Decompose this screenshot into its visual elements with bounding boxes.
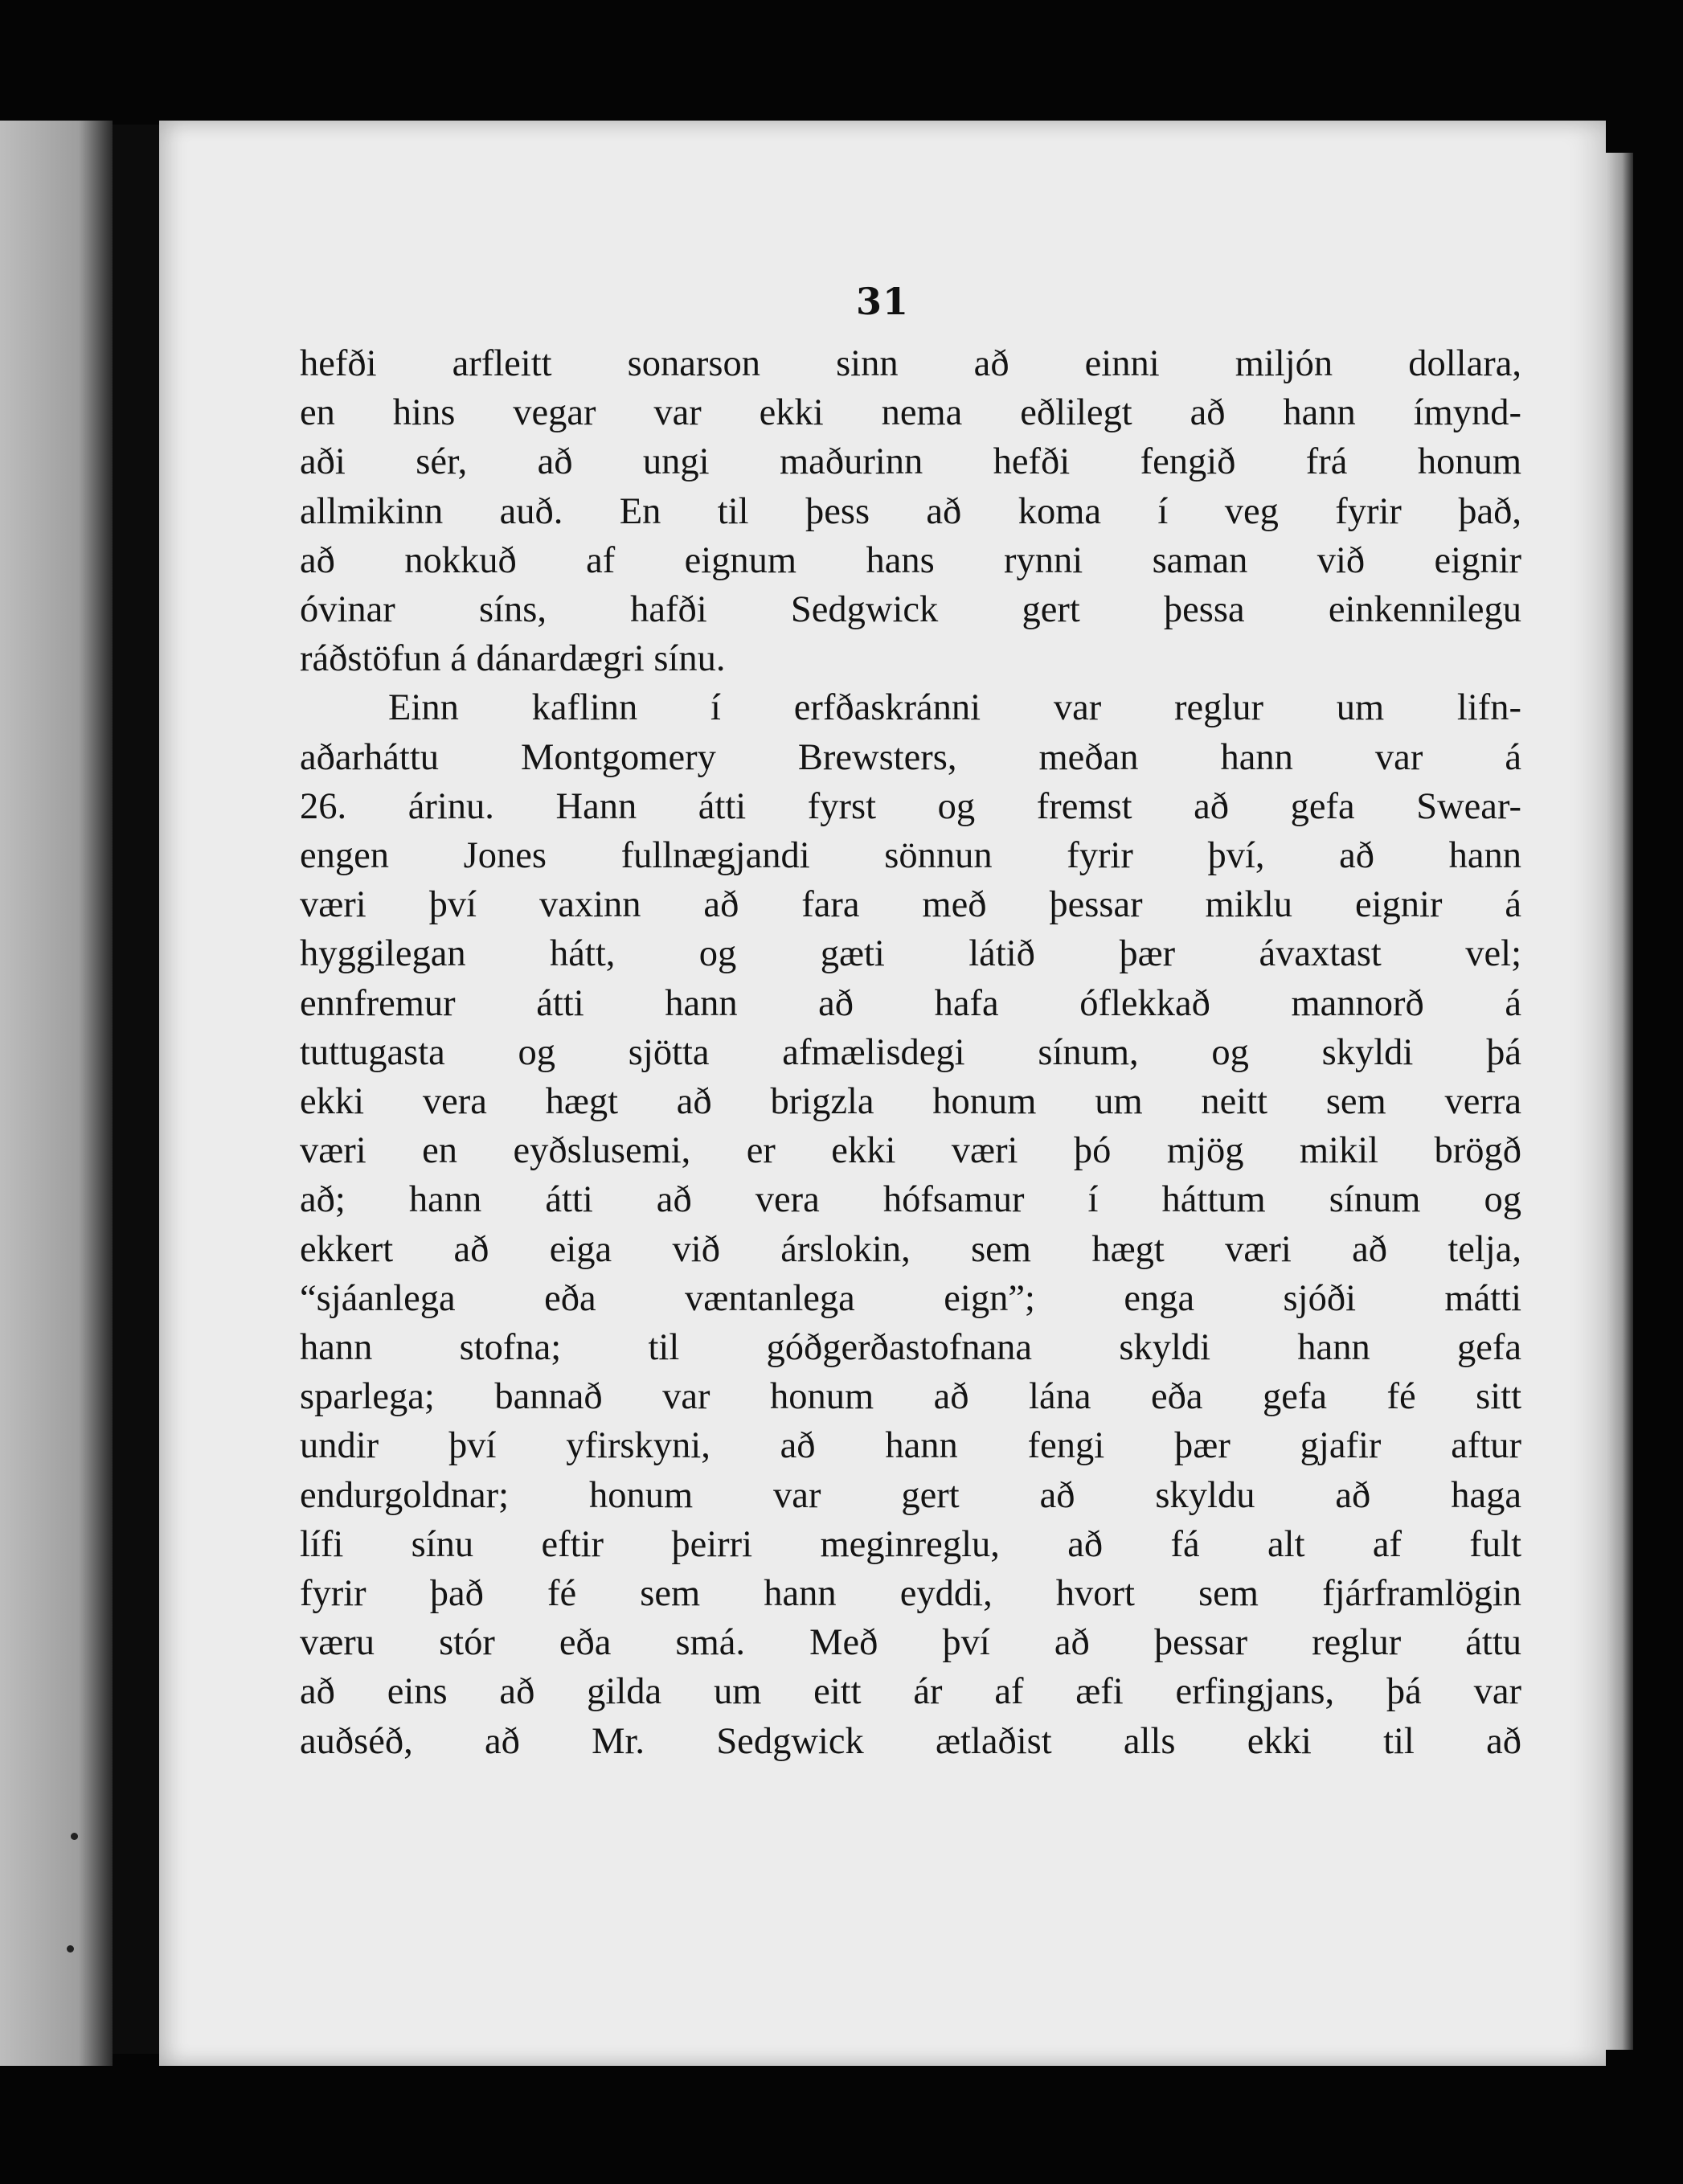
- text-line: óvinar síns, hafði Sedgwick gert þessa einkennilegu: [300, 589, 1521, 631]
- text-line: ennfremur átti hann að hafa óflekkað mannorð á: [300, 982, 1521, 1024]
- text-line: auðséð, að Mr. Sedgwick ætlaðist alls ekki til að: [300, 1720, 1521, 1762]
- text-line: endurgoldnar; honum var gert að skyldu að haga: [300, 1474, 1521, 1516]
- text-line: “sjáanlega eða væntanlega eign”; enga sjóði mátti: [300, 1277, 1521, 1319]
- text-line: sparlega; bannað var honum að lána eða gefa fé sitt: [300, 1376, 1521, 1418]
- text-line: ekkert að eiga við árslokin, sem hægt væri að telja,: [300, 1228, 1521, 1270]
- page-number: 31: [855, 280, 909, 323]
- book-page: [159, 121, 1606, 2066]
- text-line: að eins að gilda um eitt ár af æfi erfingjans, þá var: [300, 1671, 1521, 1713]
- right-page-edge: [1606, 153, 1633, 2050]
- text-line: en hins vegar var ekki nema eðlilegt að hann ímynd-: [300, 392, 1521, 434]
- book-spine-gutter: [113, 125, 159, 2054]
- text-line: hefði arfleitt sonarson sinn að einni miljón dollara,: [300, 343, 1521, 384]
- text-line: fyrir það fé sem hann eyddi, hvort sem fjárframlögin: [300, 1573, 1521, 1615]
- scan-speck: [67, 1945, 74, 1952]
- text-line: að; hann átti að vera hófsamur í háttum sínum og: [300, 1179, 1521, 1221]
- text-line: ráðstöfun á dánardægri sínu.: [300, 638, 726, 680]
- scan-speck: [71, 1833, 78, 1840]
- text-line: hyggilegan hátt, og gæti látið þær ávaxtast vel;: [300, 933, 1521, 975]
- text-line: aðarháttu Montgomery Brewsters, meðan hann var á: [300, 736, 1521, 778]
- text-line: hann stofna; til góðgerðastofnana skyldi hann gefa: [300, 1327, 1521, 1369]
- text-line: allmikinn auð. En til þess að koma í veg fyrir það,: [300, 490, 1521, 532]
- left-page-edge: [0, 121, 113, 2066]
- text-line: ekki vera hægt að brigzla honum um neitt sem verra: [300, 1081, 1521, 1123]
- text-line: væru stór eða smá. Með því að þessar reglur áttu: [300, 1622, 1521, 1664]
- body-text: [300, 339, 1521, 1766]
- text-line: engen Jones fullnægjandi sönnun fyrir því, að hann: [300, 835, 1521, 877]
- text-line: væri en eyðslusemi, er ekki væri þó mjög mikil brögð: [300, 1130, 1521, 1172]
- text-line: 26. árinu. Hann átti fyrst og fremst að gefa Swear-: [300, 785, 1521, 827]
- text-line: lífi sínu eftir þeirri meginreglu, að fá alt af fult: [300, 1523, 1521, 1565]
- text-line: að nokkuð af eignum hans rynni saman við eignir: [300, 539, 1521, 581]
- text-line: aði sér, að ungi maðurinn hefði fengið frá honum: [300, 441, 1521, 483]
- text-line: tuttugasta og sjötta afmælisdegi sínum, og skyldi þá: [300, 1031, 1521, 1073]
- paragraph-start-line: Einn kaflinn í erfðaskránni var reglur um lifn-: [388, 687, 1521, 729]
- text-line: undir því yfirskyni, að hann fengi þær gjafir aftur: [300, 1425, 1521, 1467]
- text-line: væri því vaxinn að fara með þessar miklu eignir á: [300, 884, 1521, 926]
